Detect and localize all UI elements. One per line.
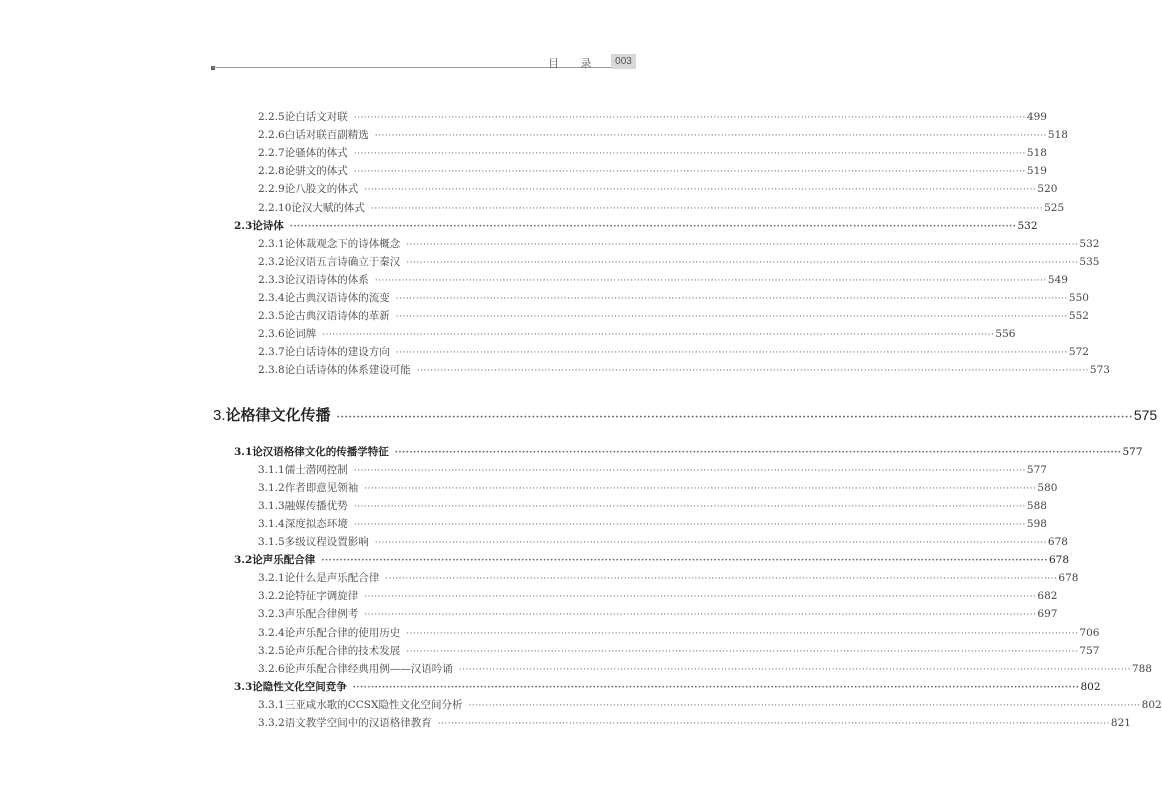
toc-subsection[interactable] <box>258 181 1058 199</box>
entry-page: 549 <box>1047 273 1068 286</box>
entry-number: 2.2.5 <box>258 111 285 123</box>
entry-title: 论格律文化传播 <box>225 405 331 424</box>
entry-page: 575 <box>1133 406 1158 423</box>
entry-title: 论隐性文化空间竞争 <box>252 680 347 693</box>
entry-number: 2.3.7 <box>258 346 285 359</box>
entry-title: 论声乐配合律 <box>252 554 316 567</box>
toc-subsection[interactable] <box>258 534 1068 552</box>
entry-number: 3.1 <box>234 445 253 458</box>
entry-number: 2.3.5 <box>258 310 285 323</box>
entry-title: 论骚体的体式 <box>284 147 348 160</box>
dot-leader: ········································································································································································································ <box>468 700 1141 711</box>
toc-section[interactable] <box>234 679 1101 697</box>
entry-page: 518 <box>1026 147 1047 160</box>
entry-title: 白话对联百副精选 <box>284 129 369 142</box>
entry-title: 论白话文对联 <box>284 111 348 123</box>
toc-subsection[interactable] <box>258 606 1058 624</box>
entry-number: 3.2 <box>234 554 253 567</box>
entry-page: 535 <box>1079 255 1100 268</box>
entry-title: 论白话诗体的体系建设可能 <box>284 364 411 377</box>
entry-title: 论体裁观念下的诗体概念 <box>284 237 401 250</box>
dot-leader: ········································································································································································································ <box>353 113 1026 123</box>
entry-number: 2.3 <box>234 219 253 232</box>
entry-page: 678 <box>1058 572 1079 585</box>
entry-title: 论声乐配合律经典用例——汉语吟诵 <box>284 662 453 675</box>
entry-number: 3. <box>213 406 226 424</box>
entry-number: 2.3.6 <box>258 328 285 341</box>
entry-title: 三亚咸水歌的CCSX隐性文化空间分析 <box>284 698 463 711</box>
toc-subsection[interactable] <box>258 480 1058 498</box>
entry-title: 论骈文的体式 <box>284 165 348 178</box>
toc-subsection[interactable] <box>258 643 1100 661</box>
entry-title: 深度拟态环境 <box>284 517 348 530</box>
entry-page: 573 <box>1089 364 1110 377</box>
dot-leader: ········································································································································································································ <box>289 221 1017 232</box>
toc-subsection[interactable] <box>258 200 1065 218</box>
entry-title: 融媒传播优势 <box>284 499 348 512</box>
entry-page: 802 <box>1141 698 1162 711</box>
dot-leader: ········································································································································································································ <box>395 312 1068 323</box>
entry-title: 论古典汉语诗体的流变 <box>284 292 390 304</box>
toc-section[interactable] <box>234 444 1143 462</box>
toc-subsection[interactable] <box>258 715 1131 733</box>
entry-page: 821 <box>1110 717 1131 729</box>
toc-subsection[interactable] <box>258 163 1047 181</box>
entry-page: 788 <box>1131 662 1152 675</box>
entry-number: 2.3.8 <box>258 364 285 377</box>
toc-subsection[interactable] <box>258 462 1047 480</box>
toc-subsection[interactable] <box>258 362 1110 380</box>
dot-leader: ········································································································································································································ <box>374 131 1047 142</box>
entry-number: 3.2.6 <box>258 662 285 675</box>
toc-subsection[interactable] <box>258 254 1100 272</box>
entry-title: 声乐配合律例考 <box>284 608 359 621</box>
entry-title: 论汉语五言诗确立于秦汉 <box>284 255 401 268</box>
toc-subsection[interactable] <box>258 326 1016 344</box>
entry-title: 论古典汉语诗体的革新 <box>284 310 390 323</box>
entry-number: 3.2.2 <box>258 590 285 603</box>
dot-leader: ········································································································································································································ <box>353 149 1026 160</box>
dot-leader: ········································································································································································································ <box>394 447 1122 458</box>
entry-number: 2.3.2 <box>258 255 285 268</box>
entry-title: 论白话诗体的建设方向 <box>284 346 390 359</box>
entry-page: 572 <box>1068 346 1089 359</box>
entry-number: 3.1.4 <box>258 517 285 530</box>
entry-page: 682 <box>1037 590 1058 603</box>
toc-subsection[interactable] <box>258 498 1047 516</box>
dot-leader: ········································································································································································································ <box>321 556 1048 567</box>
entry-title: 论特征字调旋律 <box>284 590 359 603</box>
entry-number: 3.1.2 <box>258 481 285 494</box>
toc-subsection[interactable] <box>258 236 1100 254</box>
toc-subsection[interactable] <box>258 308 1089 326</box>
entry-title: 多级议程设置影响 <box>284 536 369 548</box>
dot-leader: ········································································································································································································ <box>416 366 1089 377</box>
toc-section[interactable] <box>234 552 1069 570</box>
toc-section[interactable] <box>234 218 1038 236</box>
entry-title: 论什么是声乐配合律 <box>284 572 380 585</box>
toc-chapter[interactable] <box>213 404 1158 426</box>
dot-leader: ········································································································································································································ <box>364 592 1037 603</box>
entry-page: 802 <box>1080 680 1101 693</box>
entry-page: 518 <box>1047 129 1068 142</box>
entry-number: 3.2.1 <box>258 572 285 585</box>
toc-subsection[interactable] <box>258 290 1089 308</box>
entry-page: 525 <box>1044 201 1065 214</box>
entry-number: 3.2.4 <box>258 626 285 639</box>
entry-number: 2.2.6 <box>258 129 285 142</box>
entry-page: 678 <box>1048 554 1069 567</box>
entry-title: 论词牌 <box>284 328 317 341</box>
dot-leader: ········································································································································································································ <box>352 682 1080 693</box>
entry-title: 论八股文的体式 <box>284 183 359 196</box>
entry-number: 2.3.1 <box>258 237 285 250</box>
entry-page: 757 <box>1079 644 1100 657</box>
toc-subsection[interactable] <box>258 109 1047 127</box>
entry-number: 2.3.3 <box>258 273 285 286</box>
toc-subsection[interactable] <box>258 588 1058 606</box>
entry-number: 2.2.7 <box>258 147 285 160</box>
toc-subsection[interactable] <box>258 570 1079 588</box>
entry-page: 697 <box>1037 608 1058 621</box>
dot-leader: ········································································································································································································ <box>374 538 1047 548</box>
entry-title: 论汉语诗体的体系 <box>284 273 369 286</box>
entry-number: 3.1.5 <box>258 536 285 548</box>
dot-leader: ········································································································································································································ <box>406 239 1079 250</box>
running-header-title: 目 录 <box>548 57 601 70</box>
toc-subsection[interactable] <box>258 127 1068 145</box>
entry-title: 论诗体 <box>252 219 284 232</box>
entry-number: 3.2.3 <box>258 608 285 621</box>
entry-page: 532 <box>1079 237 1100 250</box>
toc-subsection[interactable] <box>258 661 1152 679</box>
dot-leader: ········································································································································································································ <box>322 330 995 341</box>
entry-page: 532 <box>1017 219 1038 232</box>
dot-leader: ········································································································································································································ <box>370 203 1044 214</box>
dot-leader: ········································································································································································································ <box>385 574 1058 585</box>
dot-leader: ········································································································································································································ <box>364 483 1037 494</box>
entry-page: 556 <box>995 328 1016 341</box>
page-number: 003 <box>611 54 636 69</box>
dot-leader: ········································································································································································································ <box>353 501 1026 512</box>
toc-subsection[interactable] <box>258 516 1047 534</box>
entry-number: 3.2.5 <box>258 644 285 657</box>
entry-page: 520 <box>1037 183 1058 196</box>
entry-page: 519 <box>1026 165 1047 178</box>
entry-page: 598 <box>1026 517 1047 530</box>
dot-leader: ········································································································································································································ <box>406 257 1079 268</box>
dot-leader: ········································································································································································································ <box>395 294 1068 304</box>
entry-page: 499 <box>1026 111 1047 123</box>
entry-title: 作者即意见领袖 <box>284 481 359 494</box>
dot-leader: ········································································································································································································ <box>336 411 1133 423</box>
toc-subsection[interactable] <box>258 344 1089 362</box>
toc-subsection[interactable] <box>258 272 1068 290</box>
entry-page: 550 <box>1068 292 1089 304</box>
entry-number: 2.2.10 <box>258 201 292 214</box>
entry-title: 论声乐配合律的技术发展 <box>284 644 401 657</box>
entry-number: 2.3.4 <box>258 292 285 304</box>
entry-title: 语文教学空间中的汉语格律教育 <box>284 717 432 729</box>
entry-title: 论汉大赋的体式 <box>291 201 365 214</box>
dot-leader: ········································································································································································································ <box>406 628 1079 639</box>
entry-number: 2.2.9 <box>258 183 285 196</box>
entry-number: 3.1.1 <box>258 463 285 476</box>
entry-page: 588 <box>1026 499 1047 512</box>
dot-leader: ········································································································································································································ <box>374 275 1047 286</box>
entry-page: 577 <box>1122 445 1143 458</box>
entry-page: 678 <box>1047 536 1068 548</box>
entry-page: 552 <box>1068 310 1089 323</box>
entry-title: 论汉语格律文化的传播学特征 <box>252 445 389 458</box>
toc-subsection[interactable] <box>258 625 1100 643</box>
entry-number: 2.2.8 <box>258 165 285 178</box>
dot-leader: ········································································································································································································ <box>437 719 1110 729</box>
entry-number: 3.3 <box>234 680 253 693</box>
dot-leader: ········································································································································································································ <box>395 348 1068 359</box>
dot-leader: ········································································································································································································ <box>364 185 1037 196</box>
entry-number: 3.1.3 <box>258 499 285 512</box>
entry-number: 3.3.2 <box>258 717 285 729</box>
dot-leader: ········································································································································································································ <box>353 167 1026 178</box>
entry-title: 儒士潜网控制 <box>284 463 348 476</box>
dot-leader: ········································································································································································································ <box>353 519 1026 530</box>
dot-leader: ········································································································································································································ <box>406 646 1079 657</box>
entry-title: 论声乐配合律的使用历史 <box>284 626 401 639</box>
entry-page: 580 <box>1037 481 1058 494</box>
toc-subsection[interactable] <box>258 145 1047 163</box>
entry-number: 3.3.1 <box>258 698 285 711</box>
dot-leader: ········································································································································································································ <box>353 465 1026 476</box>
entry-page: 706 <box>1079 626 1100 639</box>
dot-leader: ········································································································································································································ <box>364 610 1037 621</box>
toc-subsection[interactable] <box>258 697 1162 715</box>
dot-leader: ········································································································································································································ <box>458 664 1131 675</box>
entry-page: 577 <box>1026 463 1047 476</box>
